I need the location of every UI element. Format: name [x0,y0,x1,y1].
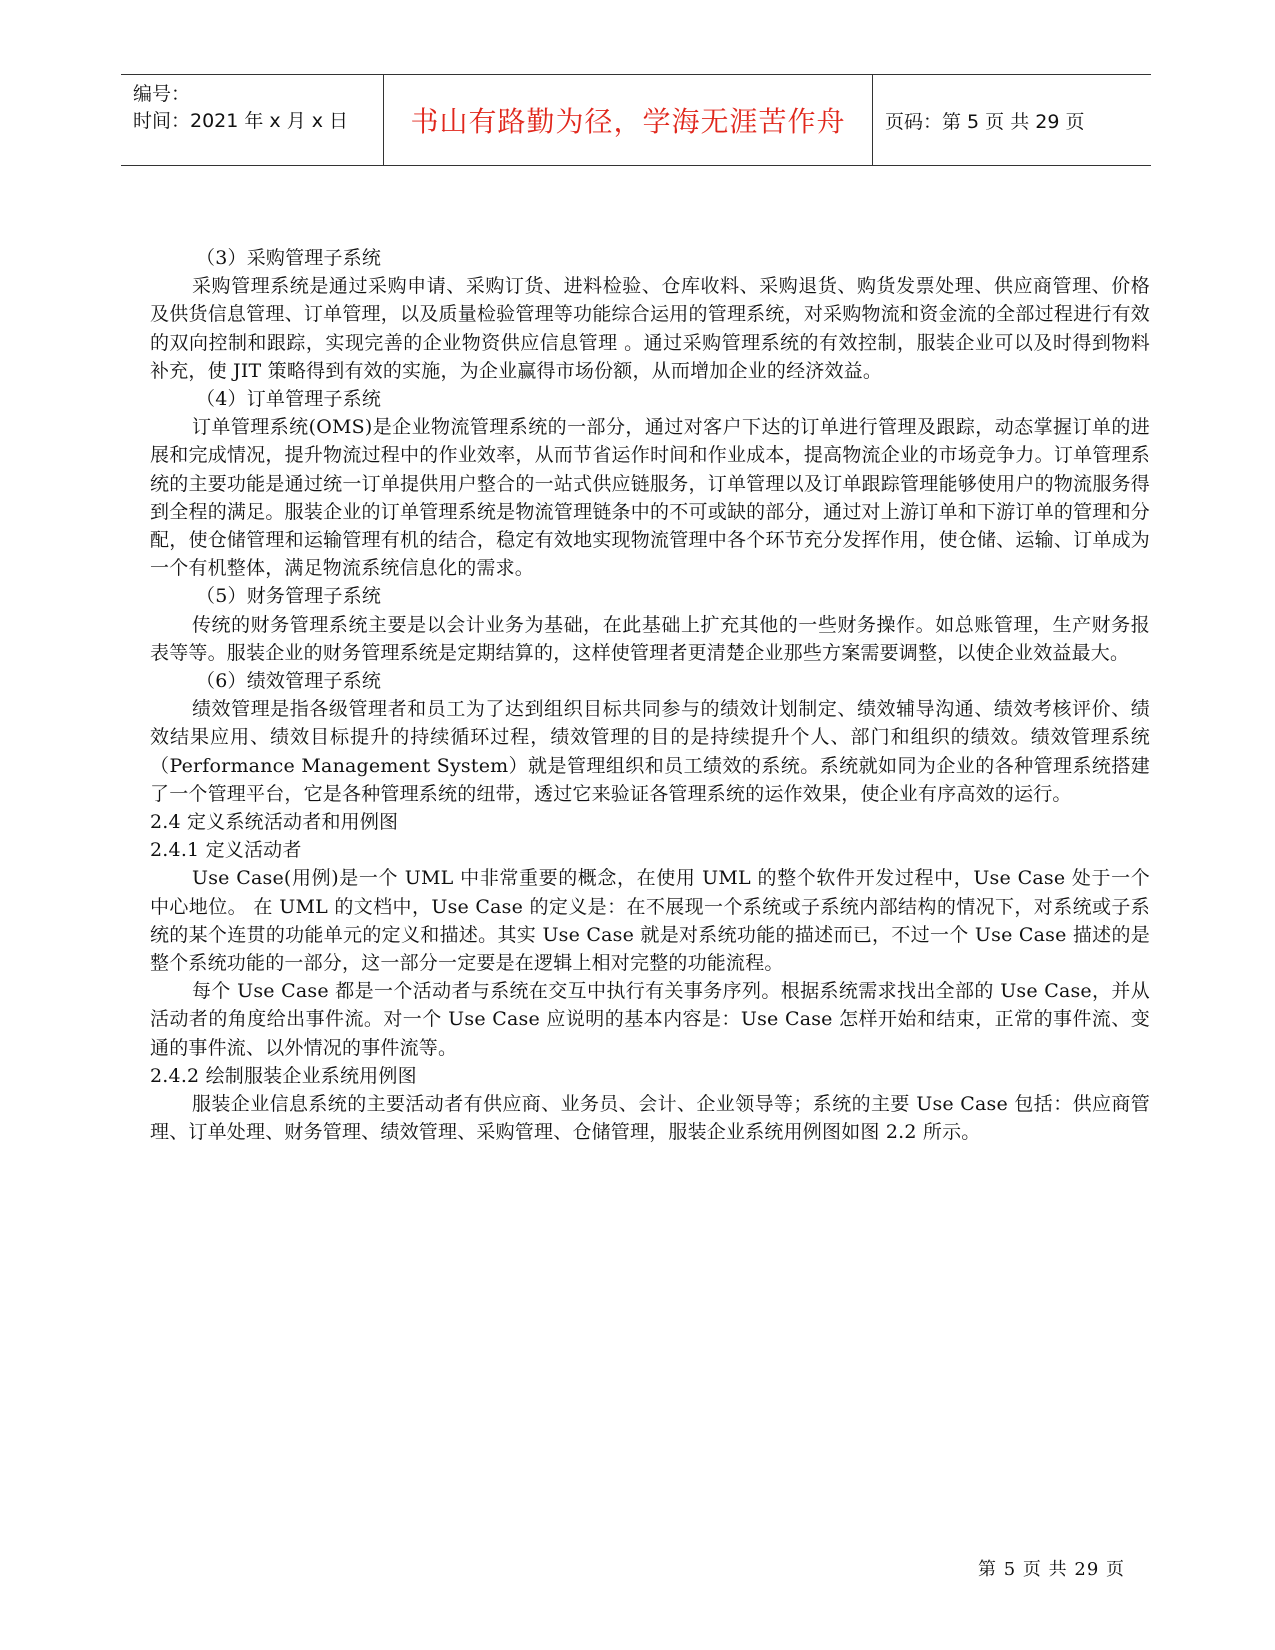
paragraph-finance: 传统的财务管理系统主要是以会计业务为基础，在此基础上扩充其他的一些财务操作。如总账管理，生产财务报表等等。服装企业的财务管理系统是定期结算的，这样使管理者更清楚企业那些方案需要调整，以使企业效益最大。 [150,613,1150,664]
paragraph-use-case-flow: 每个 Use Case 都是一个活动者与系统在交互中执行有关事务序列。根据系统需求找出全部的 Use Case，并从活动者的角度给出事件流。对一个 Use Case 应说明的基本内容是：Use Case 怎样开始和结束，正常的事件流、变通的事件流、以外情况的事件流等。 [150,980,1150,1059]
page-header [121,74,1151,166]
subheading-order: （4）订单管理子系统 [196,388,382,411]
subheading-finance: （5）财务管理子系统 [196,585,382,608]
time-label: 时间：2021 年 x 月 x 日 [133,110,349,132]
paragraph-use-case-definition: Use Case(用例)是一个 UML 中非常重要的概念，在使用 UML 的整个软件开发过程中，Use Case 处于一个中心地位。 在 UML 的文档中，Use Case 的定义是：在不展现一个系统或子系统内部结构的情况下，对系统或子系统的某个连贯的功能单元的定义和描述。其实 Use Case 就是对系统功能的描述而已，不过一个 Use Case 描述的是整个系统功能的一部分，这一部分一定要是在逻辑上相对完整的功能流程。 [150,867,1150,975]
section-heading-2-4-2: 2.4.2 绘制服装企业系统用例图 [150,1064,417,1087]
document-body [150,244,1150,1147]
header-motto: 书山有路勤为径，学海无涯苦作舟 [384,75,873,165]
section-heading-2-4-1: 2.4.1 定义活动者 [150,839,302,862]
paragraph-order: 订单管理系统(OMS)是企业物流管理系统的一部分，通过对客户下达的订单进行管理及跟踪，动态掌握订单的进展和完成情况，提升物流过程中的作业效率，从而节省运作时间和作业成本，提高物流企业的市场竞争力。订单管理系统的主要功能是通过统一订单提供用户整合的一站式供应链服务，订单管理以及订单跟踪管理能够使用户的物流服务得到全程的满足。服装企业的订单管理系统是物流管理链条中的不可或缺的部分，通过对上游订单和下游订单的管理和分配，使仓储管理和运输管理有机的结合，稳定有效地实现物流管理中各个环节充分发挥作用，使仓储、运输、订单成为一个有机整体，满足物流系统信息化的需求。 [150,416,1150,580]
subheading-procurement: （3）采购管理子系统 [196,247,382,269]
number-label: 编号： [133,83,191,105]
section-heading-2-4: 2.4 定义系统活动者和用例图 [150,811,399,834]
paragraph-use-case-diagram: 服装企业信息系统的主要活动者有供应商、业务员、会计、企业领导等；系统的主要 Use Case 包括：供应商管理、订单处理、财务管理、绩效管理、采购管理、仓储管理，服装企业系统用例图如图 2.2 所示。 [150,1093,1150,1144]
page-footer: 第 5 页 共 29 页 [978,1559,1125,1580]
header-meta [121,75,384,165]
header-page-info: 页码：第 5 页 共 29 页 [885,110,1085,133]
paragraph-procurement: 采购管理系统是通过采购申请、采购订货、进料检验、仓库收料、采购退货、购货发票处理、供应商管理、价格及供货信息管理、订单管理，以及质量检验管理等功能综合运用的管理系统，对采购物流和资金流的全部过程进行有效的双向控制和跟踪，实现完善的企业物资供应信息管理 。通过采购管理系统的有效控制，服装企业可以及时得到物料补充，使 JIT 策略得到有效的实施，为企业赢得市场份额，从而增加企业的经济效益。 [150,275,1150,382]
paragraph-performance: 绩效管理是指各级管理者和员工为了达到组织目标共同参与的绩效计划制定、绩效辅导沟通、绩效考核评价、绩效结果应用、绩效目标提升的持续循环过程，绩效管理的目的是持续提升个人、部门和组织的绩效。绩效管理系统（Performance Management System）就是管理组织和员工绩效的系统。系统就如同为企业的各种管理系统搭建了一个管理平台，它是各种管理系统的纽带，透过它来验证各管理系统的运作效果，使企业有序高效的运行。 [150,698,1150,805]
subheading-performance: （6）绩效管理子系统 [196,670,382,693]
